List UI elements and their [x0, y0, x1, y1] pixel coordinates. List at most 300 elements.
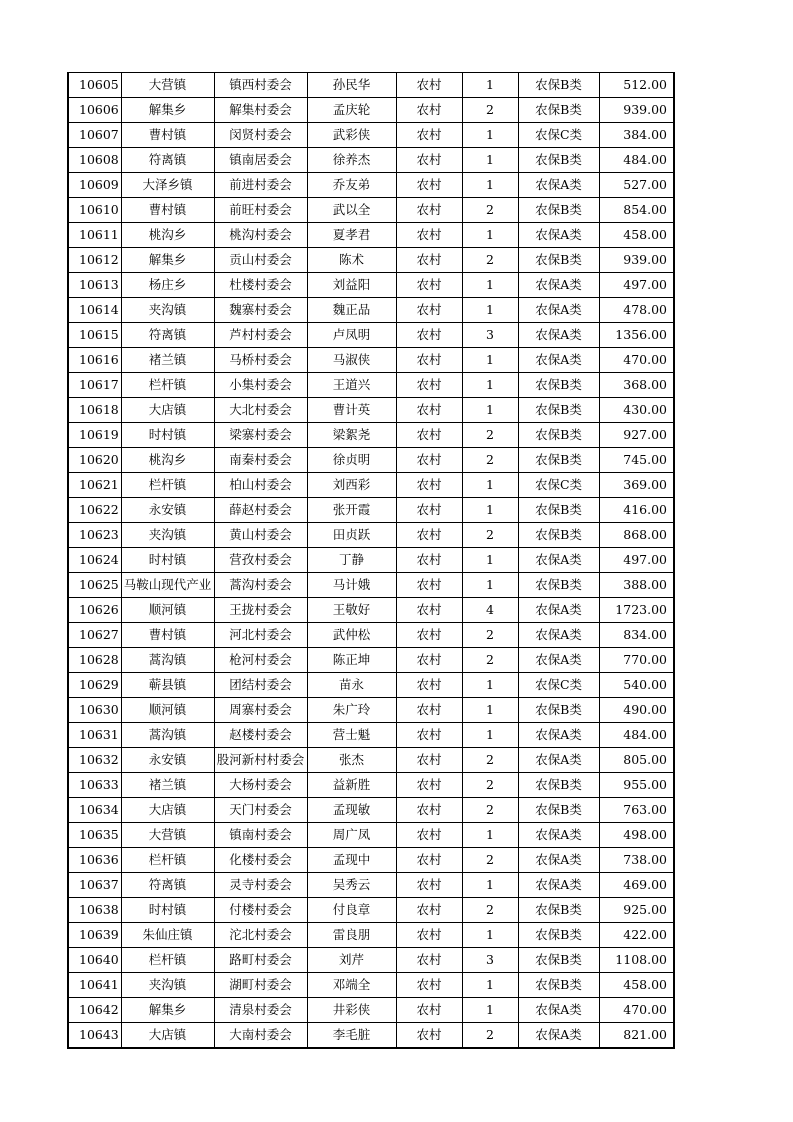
count-cell: 1	[462, 373, 518, 398]
category-cell: 农保A类	[518, 273, 599, 298]
village-cell: 清泉村委会	[214, 998, 307, 1023]
category-cell: 农保B类	[518, 448, 599, 473]
category-cell: 农保A类	[518, 848, 599, 873]
amount-cell: 384.00	[599, 123, 674, 148]
village-cell: 沱北村委会	[214, 923, 307, 948]
table-row	[68, 398, 674, 423]
row-id-cell: 10607	[68, 123, 121, 148]
row-id-cell: 10633	[68, 773, 121, 798]
type-cell: 农村	[396, 398, 462, 423]
type-cell: 农村	[396, 323, 462, 348]
type-cell: 农村	[396, 848, 462, 873]
row-id-cell: 10622	[68, 498, 121, 523]
name-cell: 益新胜	[307, 773, 396, 798]
name-cell: 陈术	[307, 248, 396, 273]
amount-cell: 1723.00	[599, 598, 674, 623]
town-cell: 褚兰镇	[121, 348, 214, 373]
town-cell: 夹沟镇	[121, 523, 214, 548]
amount-cell: 745.00	[599, 448, 674, 473]
type-cell: 农村	[396, 198, 462, 223]
type-cell: 农村	[396, 423, 462, 448]
category-cell: 农保A类	[518, 1023, 599, 1049]
table-row	[68, 723, 674, 748]
count-cell: 1	[462, 348, 518, 373]
count-cell: 1	[462, 473, 518, 498]
town-cell: 夹沟镇	[121, 973, 214, 998]
town-cell: 永安镇	[121, 748, 214, 773]
table-row	[68, 173, 674, 198]
count-cell: 1	[462, 823, 518, 848]
amount-cell: 805.00	[599, 748, 674, 773]
row-id-cell: 10605	[68, 73, 121, 98]
type-cell: 农村	[396, 598, 462, 623]
category-cell: 农保A类	[518, 648, 599, 673]
town-cell: 大店镇	[121, 398, 214, 423]
row-id-cell: 10623	[68, 523, 121, 548]
table-row	[68, 623, 674, 648]
count-cell: 1	[462, 873, 518, 898]
amount-cell: 478.00	[599, 298, 674, 323]
row-id-cell: 10635	[68, 823, 121, 848]
category-cell: 农保A类	[518, 748, 599, 773]
town-cell: 解集乡	[121, 98, 214, 123]
row-id-cell: 10638	[68, 898, 121, 923]
row-id-cell: 10627	[68, 623, 121, 648]
village-cell: 梁寨村委会	[214, 423, 307, 448]
category-cell: 农保B类	[518, 248, 599, 273]
data-table	[67, 72, 675, 1049]
type-cell: 农村	[396, 173, 462, 198]
name-cell: 卢凤明	[307, 323, 396, 348]
name-cell: 魏正品	[307, 298, 396, 323]
row-id-cell: 10611	[68, 223, 121, 248]
count-cell: 1	[462, 73, 518, 98]
table-row	[68, 948, 674, 973]
count-cell: 1	[462, 223, 518, 248]
amount-cell: 834.00	[599, 623, 674, 648]
category-cell: 农保A类	[518, 823, 599, 848]
type-cell: 农村	[396, 623, 462, 648]
table-row	[68, 848, 674, 873]
amount-cell: 927.00	[599, 423, 674, 448]
row-id-cell: 10641	[68, 973, 121, 998]
count-cell: 1	[462, 148, 518, 173]
row-id-cell: 10639	[68, 923, 121, 948]
town-cell: 褚兰镇	[121, 773, 214, 798]
table-row	[68, 148, 674, 173]
type-cell: 农村	[396, 648, 462, 673]
amount-cell: 540.00	[599, 673, 674, 698]
town-cell: 桃沟乡	[121, 223, 214, 248]
table-row	[68, 248, 674, 273]
table-row	[68, 473, 674, 498]
table-row	[68, 798, 674, 823]
amount-cell: 497.00	[599, 548, 674, 573]
amount-cell: 458.00	[599, 973, 674, 998]
table-row	[68, 273, 674, 298]
name-cell: 井彩侠	[307, 998, 396, 1023]
amount-cell: 497.00	[599, 273, 674, 298]
category-cell: 农保B类	[518, 423, 599, 448]
row-id-cell: 10632	[68, 748, 121, 773]
category-cell: 农保B类	[518, 148, 599, 173]
table-row	[68, 423, 674, 448]
row-id-cell: 10618	[68, 398, 121, 423]
amount-cell: 955.00	[599, 773, 674, 798]
row-id-cell: 10642	[68, 998, 121, 1023]
row-id-cell: 10609	[68, 173, 121, 198]
category-cell: 农保C类	[518, 123, 599, 148]
type-cell: 农村	[396, 148, 462, 173]
category-cell: 农保C类	[518, 473, 599, 498]
table-row	[68, 923, 674, 948]
row-id-cell: 10620	[68, 448, 121, 473]
count-cell: 1	[462, 698, 518, 723]
count-cell: 1	[462, 923, 518, 948]
name-cell: 徐养杰	[307, 148, 396, 173]
row-id-cell: 10628	[68, 648, 121, 673]
category-cell: 农保C类	[518, 673, 599, 698]
village-cell: 贡山村委会	[214, 248, 307, 273]
type-cell: 农村	[396, 973, 462, 998]
town-cell: 曹村镇	[121, 623, 214, 648]
name-cell: 营士魁	[307, 723, 396, 748]
type-cell: 农村	[396, 998, 462, 1023]
table-body	[68, 73, 674, 1049]
name-cell: 孟庆轮	[307, 98, 396, 123]
category-cell: 农保B类	[518, 698, 599, 723]
type-cell: 农村	[396, 1023, 462, 1049]
count-cell: 1	[462, 723, 518, 748]
table-row	[68, 823, 674, 848]
count-cell: 3	[462, 948, 518, 973]
count-cell: 1	[462, 548, 518, 573]
table-row	[68, 573, 674, 598]
row-id-cell: 10634	[68, 798, 121, 823]
type-cell: 农村	[396, 473, 462, 498]
table-row	[68, 448, 674, 473]
category-cell: 农保A类	[518, 623, 599, 648]
row-id-cell: 10619	[68, 423, 121, 448]
amount-cell: 470.00	[599, 998, 674, 1023]
village-cell: 前旺村委会	[214, 198, 307, 223]
village-cell: 枪河村委会	[214, 648, 307, 673]
village-cell: 付楼村委会	[214, 898, 307, 923]
category-cell: 农保A类	[518, 223, 599, 248]
name-cell: 李毛脏	[307, 1023, 396, 1049]
category-cell: 农保B类	[518, 898, 599, 923]
name-cell: 张开霞	[307, 498, 396, 523]
village-cell: 马桥村委会	[214, 348, 307, 373]
row-id-cell: 10624	[68, 548, 121, 573]
table-row	[68, 1023, 674, 1049]
table-row	[68, 748, 674, 773]
row-id-cell: 10612	[68, 248, 121, 273]
category-cell: 农保B类	[518, 923, 599, 948]
row-id-cell: 10625	[68, 573, 121, 598]
type-cell: 农村	[396, 823, 462, 848]
amount-cell: 1356.00	[599, 323, 674, 348]
count-cell: 2	[462, 773, 518, 798]
type-cell: 农村	[396, 798, 462, 823]
count-cell: 2	[462, 248, 518, 273]
village-cell: 镇西村委会	[214, 73, 307, 98]
count-cell: 2	[462, 198, 518, 223]
name-cell: 马计娥	[307, 573, 396, 598]
count-cell: 2	[462, 848, 518, 873]
type-cell: 农村	[396, 723, 462, 748]
village-cell: 湖町村委会	[214, 973, 307, 998]
amount-cell: 470.00	[599, 348, 674, 373]
village-cell: 解集村委会	[214, 98, 307, 123]
town-cell: 蒿沟镇	[121, 648, 214, 673]
type-cell: 农村	[396, 223, 462, 248]
name-cell: 武彩侠	[307, 123, 396, 148]
table-row	[68, 773, 674, 798]
amount-cell: 498.00	[599, 823, 674, 848]
type-cell: 农村	[396, 348, 462, 373]
count-cell: 2	[462, 798, 518, 823]
amount-cell: 939.00	[599, 248, 674, 273]
town-cell: 桃沟乡	[121, 448, 214, 473]
name-cell: 刘芹	[307, 948, 396, 973]
name-cell: 乔友弟	[307, 173, 396, 198]
table-row	[68, 98, 674, 123]
category-cell: 农保B类	[518, 373, 599, 398]
amount-cell: 490.00	[599, 698, 674, 723]
table-row	[68, 348, 674, 373]
category-cell: 农保B类	[518, 973, 599, 998]
type-cell: 农村	[396, 298, 462, 323]
count-cell: 2	[462, 423, 518, 448]
row-id-cell: 10640	[68, 948, 121, 973]
table-row	[68, 498, 674, 523]
name-cell: 邓端全	[307, 973, 396, 998]
town-cell: 大泽乡镇	[121, 173, 214, 198]
category-cell: 农保A类	[518, 723, 599, 748]
town-cell: 顺河镇	[121, 598, 214, 623]
table-row	[68, 523, 674, 548]
amount-cell: 868.00	[599, 523, 674, 548]
village-cell: 桃沟村委会	[214, 223, 307, 248]
table-row	[68, 698, 674, 723]
table-row	[68, 73, 674, 98]
count-cell: 1	[462, 123, 518, 148]
table-row	[68, 223, 674, 248]
category-cell: 农保A类	[518, 598, 599, 623]
type-cell: 农村	[396, 498, 462, 523]
category-cell: 农保A类	[518, 348, 599, 373]
name-cell: 周广凤	[307, 823, 396, 848]
town-cell: 符离镇	[121, 148, 214, 173]
amount-cell: 388.00	[599, 573, 674, 598]
town-cell: 符离镇	[121, 323, 214, 348]
type-cell: 农村	[396, 448, 462, 473]
row-id-cell: 10643	[68, 1023, 121, 1049]
name-cell: 丁静	[307, 548, 396, 573]
village-cell: 柏山村委会	[214, 473, 307, 498]
row-id-cell: 10613	[68, 273, 121, 298]
count-cell: 1	[462, 173, 518, 198]
town-cell: 杨庄乡	[121, 273, 214, 298]
town-cell: 栏杆镇	[121, 848, 214, 873]
table-row	[68, 998, 674, 1023]
name-cell: 孙民华	[307, 73, 396, 98]
count-cell: 2	[462, 748, 518, 773]
count-cell: 1	[462, 498, 518, 523]
count-cell: 1	[462, 298, 518, 323]
type-cell: 农村	[396, 548, 462, 573]
village-cell: 路町村委会	[214, 948, 307, 973]
village-cell: 魏寨村委会	[214, 298, 307, 323]
count-cell: 1	[462, 573, 518, 598]
row-id-cell: 10608	[68, 148, 121, 173]
town-cell: 大营镇	[121, 73, 214, 98]
table-row	[68, 298, 674, 323]
amount-cell: 763.00	[599, 798, 674, 823]
count-cell: 1	[462, 398, 518, 423]
village-cell: 小集村委会	[214, 373, 307, 398]
count-cell: 2	[462, 898, 518, 923]
town-cell: 栏杆镇	[121, 373, 214, 398]
village-cell: 薛赵村委会	[214, 498, 307, 523]
table-row	[68, 198, 674, 223]
table-row	[68, 548, 674, 573]
town-cell: 马鞍山现代产业	[121, 573, 214, 598]
table-row	[68, 373, 674, 398]
category-cell: 农保A类	[518, 998, 599, 1023]
table-row	[68, 973, 674, 998]
village-cell: 赵楼村委会	[214, 723, 307, 748]
town-cell: 曹村镇	[121, 198, 214, 223]
type-cell: 农村	[396, 773, 462, 798]
amount-cell: 368.00	[599, 373, 674, 398]
name-cell: 陈正坤	[307, 648, 396, 673]
category-cell: 农保A类	[518, 173, 599, 198]
amount-cell: 738.00	[599, 848, 674, 873]
village-cell: 化楼村委会	[214, 848, 307, 873]
amount-cell: 854.00	[599, 198, 674, 223]
name-cell: 张杰	[307, 748, 396, 773]
count-cell: 1	[462, 973, 518, 998]
amount-cell: 369.00	[599, 473, 674, 498]
name-cell: 刘益阳	[307, 273, 396, 298]
village-cell: 灵寺村委会	[214, 873, 307, 898]
type-cell: 农村	[396, 273, 462, 298]
count-cell: 2	[462, 648, 518, 673]
amount-cell: 1108.00	[599, 948, 674, 973]
amount-cell: 430.00	[599, 398, 674, 423]
row-id-cell: 10614	[68, 298, 121, 323]
town-cell: 解集乡	[121, 248, 214, 273]
name-cell: 田贞跃	[307, 523, 396, 548]
count-cell: 1	[462, 673, 518, 698]
town-cell: 大营镇	[121, 823, 214, 848]
count-cell: 2	[462, 523, 518, 548]
category-cell: 农保A类	[518, 323, 599, 348]
category-cell: 农保B类	[518, 523, 599, 548]
name-cell: 雷良朋	[307, 923, 396, 948]
name-cell: 苗永	[307, 673, 396, 698]
name-cell: 孟现敏	[307, 798, 396, 823]
category-cell: 农保B类	[518, 798, 599, 823]
village-cell: 芦村村委会	[214, 323, 307, 348]
row-id-cell: 10616	[68, 348, 121, 373]
category-cell: 农保B类	[518, 98, 599, 123]
amount-cell: 422.00	[599, 923, 674, 948]
count-cell: 3	[462, 323, 518, 348]
name-cell: 马淑侠	[307, 348, 396, 373]
name-cell: 王敬好	[307, 598, 396, 623]
town-cell: 顺河镇	[121, 698, 214, 723]
row-id-cell: 10626	[68, 598, 121, 623]
village-cell: 河北村委会	[214, 623, 307, 648]
town-cell: 时村镇	[121, 548, 214, 573]
town-cell: 蒿沟镇	[121, 723, 214, 748]
village-cell: 镇南村委会	[214, 823, 307, 848]
table-row	[68, 123, 674, 148]
town-cell: 朱仙庄镇	[121, 923, 214, 948]
amount-cell: 469.00	[599, 873, 674, 898]
row-id-cell: 10631	[68, 723, 121, 748]
count-cell: 2	[462, 448, 518, 473]
village-cell: 营孜村委会	[214, 548, 307, 573]
name-cell: 刘西彩	[307, 473, 396, 498]
village-cell: 团结村委会	[214, 673, 307, 698]
type-cell: 农村	[396, 523, 462, 548]
row-id-cell: 10629	[68, 673, 121, 698]
type-cell: 农村	[396, 673, 462, 698]
town-cell: 栏杆镇	[121, 948, 214, 973]
amount-cell: 484.00	[599, 723, 674, 748]
name-cell: 孟现中	[307, 848, 396, 873]
category-cell: 农保B类	[518, 73, 599, 98]
type-cell: 农村	[396, 98, 462, 123]
row-id-cell: 10630	[68, 698, 121, 723]
name-cell: 武仲松	[307, 623, 396, 648]
type-cell: 农村	[396, 73, 462, 98]
table-row	[68, 323, 674, 348]
village-cell: 大杨村委会	[214, 773, 307, 798]
name-cell: 吴秀云	[307, 873, 396, 898]
amount-cell: 527.00	[599, 173, 674, 198]
category-cell: 农保B类	[518, 573, 599, 598]
category-cell: 农保B类	[518, 398, 599, 423]
type-cell: 农村	[396, 873, 462, 898]
type-cell: 农村	[396, 573, 462, 598]
village-cell: 周寨村委会	[214, 698, 307, 723]
name-cell: 武以全	[307, 198, 396, 223]
village-cell: 杜楼村委会	[214, 273, 307, 298]
table-row	[68, 873, 674, 898]
town-cell: 解集乡	[121, 998, 214, 1023]
amount-cell: 484.00	[599, 148, 674, 173]
count-cell: 1	[462, 998, 518, 1023]
type-cell: 农村	[396, 698, 462, 723]
row-id-cell: 10617	[68, 373, 121, 398]
category-cell: 农保B类	[518, 498, 599, 523]
town-cell: 栏杆镇	[121, 473, 214, 498]
village-cell: 天门村委会	[214, 798, 307, 823]
name-cell: 曹计英	[307, 398, 396, 423]
type-cell: 农村	[396, 123, 462, 148]
table-row	[68, 673, 674, 698]
type-cell: 农村	[396, 948, 462, 973]
category-cell: 农保B类	[518, 198, 599, 223]
village-cell: 股河新村村委会	[214, 748, 307, 773]
village-cell: 黄山村委会	[214, 523, 307, 548]
town-cell: 蕲县镇	[121, 673, 214, 698]
